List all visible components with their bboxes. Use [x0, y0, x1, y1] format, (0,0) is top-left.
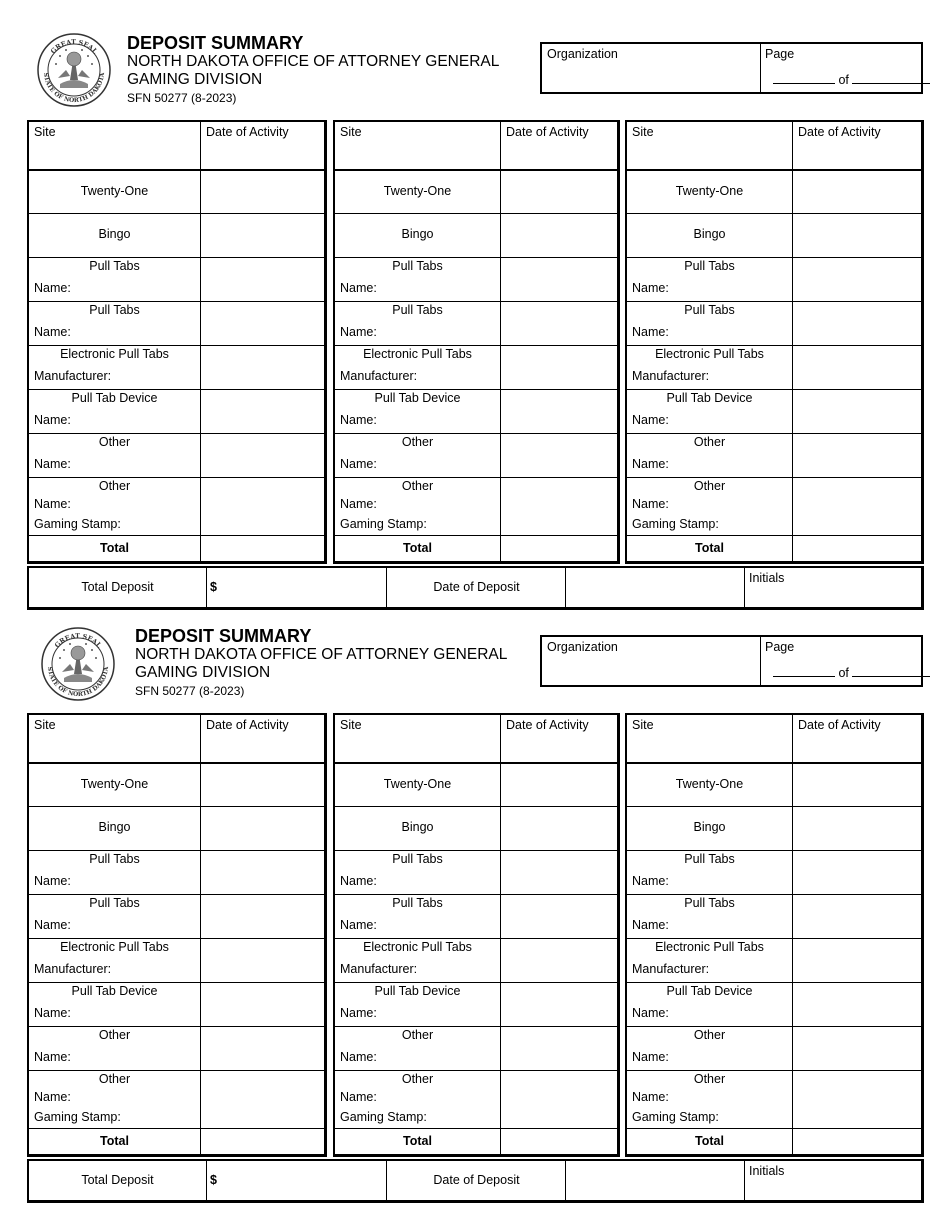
manufacturer-label: Manufacturer:: [632, 369, 710, 383]
site-label: Site: [632, 718, 654, 732]
svg-text:GREAT SEAL: GREAT SEAL: [53, 631, 104, 650]
other-label: Other: [401, 1072, 434, 1086]
manufacturer-label: Manufacturer:: [340, 369, 418, 383]
name-label: Name:: [632, 281, 669, 295]
deposit-summary-form-1: [0, 0, 950, 600]
total-deposit-label: Total Deposit: [81, 1173, 154, 1187]
other-row[interactable]: [29, 433, 324, 477]
site-column-2: [333, 713, 620, 1157]
other-label: Other: [98, 1072, 131, 1086]
total-label: Total: [403, 541, 432, 555]
name-label: Name:: [340, 874, 377, 888]
name-label: Name:: [34, 281, 71, 295]
pull-tabs-row[interactable]: [627, 894, 921, 938]
pull-tabs-label: Pull Tabs: [89, 259, 140, 273]
date-of-activity-label: Date of Activity: [798, 125, 881, 139]
page-of-text: of: [838, 666, 849, 680]
total-deposit-label: Total Deposit: [81, 580, 154, 594]
site-column-3: [625, 120, 924, 564]
other-gaming-stamp-row[interactable]: [627, 477, 921, 535]
date-of-deposit-label: Date of Deposit: [433, 580, 520, 594]
form-number: SFN 50277 (8-2023): [127, 91, 237, 105]
page-of-text: of: [838, 73, 849, 87]
gaming-stamp-label: Gaming Stamp:: [34, 1110, 121, 1124]
form-number: SFN 50277 (8-2023): [135, 684, 245, 698]
division-name: GAMING DIVISION: [127, 71, 263, 88]
electronic-pull-tabs-label: Electronic Pull Tabs: [655, 940, 764, 954]
page-label: Page: [765, 640, 795, 654]
total-label: Total: [100, 541, 129, 555]
site-header-row[interactable]: [335, 122, 617, 169]
pull-tabs-row[interactable]: [335, 301, 617, 345]
electronic-pull-tabs-label: Electronic Pull Tabs: [60, 940, 169, 954]
electronic-pull-tabs-row[interactable]: [627, 345, 921, 389]
pull-tabs-row[interactable]: [29, 894, 324, 938]
bingo-row[interactable]: [29, 213, 324, 257]
electronic-pull-tabs-label: Electronic Pull Tabs: [363, 347, 472, 361]
date-of-activity-label: Date of Activity: [206, 718, 289, 732]
name-label: Name:: [632, 1090, 669, 1104]
pull-tabs-label: Pull Tabs: [89, 303, 140, 317]
pull-tab-device-row[interactable]: [627, 982, 921, 1026]
form-title: DEPOSIT SUMMARY: [127, 33, 304, 53]
pull-tabs-label: Pull Tabs: [89, 896, 140, 910]
twenty-one-label: Twenty-One: [383, 184, 452, 198]
pull-tabs-row[interactable]: [335, 894, 617, 938]
electronic-pull-tabs-row[interactable]: [29, 938, 324, 982]
name-label: Name:: [34, 457, 71, 471]
initials-label: Initials: [749, 571, 785, 585]
site-header-row[interactable]: [29, 122, 324, 169]
twenty-one-label: Twenty-One: [383, 777, 452, 791]
svg-text:STATE OF NORTH DAKOTA: STATE OF NORTH DAKOTA: [45, 666, 111, 699]
other-label: Other: [693, 1072, 726, 1086]
agency-name: NORTH DAKOTA OFFICE OF ATTORNEY GENERAL: [135, 646, 508, 663]
name-label: Name:: [340, 281, 377, 295]
twenty-one-row[interactable]: [627, 169, 921, 213]
bingo-label: Bingo: [401, 227, 434, 241]
site-column-3: [625, 713, 924, 1157]
site-column-1: [27, 713, 327, 1157]
pull-tabs-label: Pull Tabs: [684, 303, 735, 317]
other-row[interactable]: [29, 1026, 324, 1070]
pull-tab-device-label: Pull Tab Device: [71, 984, 158, 998]
gaming-stamp-label: Gaming Stamp:: [632, 1110, 719, 1124]
twenty-one-label: Twenty-One: [80, 777, 149, 791]
name-label: Name:: [340, 413, 377, 427]
organization-label: Organization: [547, 47, 618, 61]
total-label: Total: [100, 1134, 129, 1148]
site-column-1: [27, 120, 327, 564]
total-row[interactable]: [29, 535, 324, 561]
site-label: Site: [340, 718, 362, 732]
name-label: Name:: [34, 874, 71, 888]
name-label: Name:: [34, 1090, 71, 1104]
other-label: Other: [693, 479, 726, 493]
great-seal-icon: [36, 32, 112, 108]
deposit-summary-form-2: [0, 593, 950, 1193]
total-row[interactable]: [335, 1128, 617, 1154]
other-label: Other: [401, 1028, 434, 1042]
name-label: Name:: [34, 413, 71, 427]
twenty-one-label: Twenty-One: [80, 184, 149, 198]
name-label: Name:: [34, 497, 71, 511]
date-of-deposit-field[interactable]: [565, 1161, 744, 1200]
bingo-label: Bingo: [693, 227, 726, 241]
pull-tabs-label: Pull Tabs: [684, 852, 735, 866]
bingo-row[interactable]: [335, 213, 617, 257]
electronic-pull-tabs-row[interactable]: [29, 345, 324, 389]
date-of-activity-label: Date of Activity: [206, 125, 289, 139]
page-of-line: [773, 665, 930, 680]
pull-tab-device-row[interactable]: [335, 982, 617, 1026]
total-label: Total: [695, 541, 724, 555]
site-header-row[interactable]: [335, 715, 617, 762]
bingo-label: Bingo: [98, 820, 131, 834]
site-column-2: [333, 120, 620, 564]
site-label: Site: [34, 718, 56, 732]
svg-text:STATE OF NORTH DAKOTA: STATE OF NORTH DAKOTA: [41, 72, 107, 105]
twenty-one-label: Twenty-One: [675, 777, 744, 791]
date-of-activity-label: Date of Activity: [798, 718, 881, 732]
other-gaming-stamp-row[interactable]: [29, 1070, 324, 1128]
pull-tab-device-row[interactable]: [29, 389, 324, 433]
page-of-line: [773, 72, 930, 87]
date-of-activity-label: Date of Activity: [506, 125, 589, 139]
other-row[interactable]: [335, 433, 617, 477]
total-row[interactable]: [627, 1128, 921, 1154]
page-label: Page: [765, 47, 795, 61]
name-label: Name:: [340, 1006, 377, 1020]
name-label: Name:: [340, 497, 377, 511]
other-label: Other: [98, 1028, 131, 1042]
bingo-label: Bingo: [401, 820, 434, 834]
name-label: Name:: [632, 1006, 669, 1020]
manufacturer-label: Manufacturer:: [632, 962, 710, 976]
total-row[interactable]: [29, 1128, 324, 1154]
electronic-pull-tabs-label: Electronic Pull Tabs: [655, 347, 764, 361]
name-label: Name:: [340, 457, 377, 471]
other-gaming-stamp-row[interactable]: [335, 477, 617, 535]
electronic-pull-tabs-label: Electronic Pull Tabs: [363, 940, 472, 954]
other-row[interactable]: [627, 1026, 921, 1070]
pull-tabs-label: Pull Tabs: [89, 852, 140, 866]
form-title: DEPOSIT SUMMARY: [135, 626, 312, 646]
date-of-deposit-label: Date of Deposit: [433, 1173, 520, 1187]
other-label: Other: [693, 435, 726, 449]
agency-name: NORTH DAKOTA OFFICE OF ATTORNEY GENERAL: [127, 53, 500, 70]
name-label: Name:: [340, 1090, 377, 1104]
other-row[interactable]: [627, 433, 921, 477]
name-label: Name:: [34, 325, 71, 339]
bingo-row[interactable]: [627, 806, 921, 850]
pull-tabs-row[interactable]: [627, 301, 921, 345]
pull-tabs-row[interactable]: [29, 257, 324, 301]
pull-tab-device-label: Pull Tab Device: [374, 984, 461, 998]
form-header: [135, 626, 507, 699]
electronic-pull-tabs-row[interactable]: [335, 938, 617, 982]
name-label: Name:: [632, 325, 669, 339]
pull-tab-device-row[interactable]: [335, 389, 617, 433]
name-label: Name:: [632, 413, 669, 427]
name-label: Name:: [632, 918, 669, 932]
bingo-label: Bingo: [98, 227, 131, 241]
organization-label: Organization: [547, 640, 618, 654]
pull-tabs-label: Pull Tabs: [392, 259, 443, 273]
gaming-stamp-label: Gaming Stamp:: [632, 517, 719, 531]
site-label: Site: [34, 125, 56, 139]
manufacturer-label: Manufacturer:: [34, 369, 112, 383]
total-row[interactable]: [335, 535, 617, 561]
pull-tabs-row[interactable]: [29, 301, 324, 345]
total-label: Total: [695, 1134, 724, 1148]
manufacturer-label: Manufacturer:: [340, 962, 418, 976]
total-row[interactable]: [627, 535, 921, 561]
site-label: Site: [632, 125, 654, 139]
electronic-pull-tabs-row[interactable]: [335, 345, 617, 389]
manufacturer-label: Manufacturer:: [34, 962, 112, 976]
total-deposit-field[interactable]: [206, 1161, 386, 1200]
name-label: Name:: [340, 325, 377, 339]
twenty-one-row[interactable]: [29, 762, 324, 806]
pull-tabs-label: Pull Tabs: [684, 896, 735, 910]
other-label: Other: [98, 435, 131, 449]
twenty-one-row[interactable]: [627, 762, 921, 806]
deposit-row: [27, 1159, 924, 1203]
organization-box[interactable]: [540, 42, 923, 94]
other-gaming-stamp-row[interactable]: [29, 477, 324, 535]
date-of-activity-label: Date of Activity: [506, 718, 589, 732]
initials-field[interactable]: [744, 1161, 921, 1200]
name-label: Name:: [340, 918, 377, 932]
other-gaming-stamp-row[interactable]: [335, 1070, 617, 1128]
gaming-stamp-label: Gaming Stamp:: [340, 517, 427, 531]
name-label: Name:: [34, 1006, 71, 1020]
electronic-pull-tabs-label: Electronic Pull Tabs: [60, 347, 169, 361]
date-of-deposit-label-cell: [386, 1161, 565, 1200]
organization-box[interactable]: [540, 635, 923, 687]
division-name: GAMING DIVISION: [135, 664, 271, 681]
electronic-pull-tabs-row[interactable]: [627, 938, 921, 982]
form-header: [127, 33, 499, 106]
pull-tab-device-row[interactable]: [627, 389, 921, 433]
pull-tabs-row[interactable]: [335, 850, 617, 894]
bingo-row[interactable]: [335, 806, 617, 850]
other-label: Other: [693, 1028, 726, 1042]
other-row[interactable]: [335, 1026, 617, 1070]
gaming-stamp-label: Gaming Stamp:: [340, 1110, 427, 1124]
pull-tab-device-row[interactable]: [29, 982, 324, 1026]
currency-symbol: $: [210, 580, 217, 594]
name-label: Name:: [632, 457, 669, 471]
page-field[interactable]: [760, 44, 923, 92]
pull-tabs-row[interactable]: [29, 850, 324, 894]
twenty-one-row[interactable]: [335, 762, 617, 806]
pull-tab-device-label: Pull Tab Device: [374, 391, 461, 405]
pull-tabs-row[interactable]: [627, 257, 921, 301]
bingo-label: Bingo: [693, 820, 726, 834]
pull-tabs-row[interactable]: [335, 257, 617, 301]
twenty-one-row[interactable]: [29, 169, 324, 213]
name-label: Name:: [632, 874, 669, 888]
twenty-one-row[interactable]: [335, 169, 617, 213]
bingo-row[interactable]: [627, 213, 921, 257]
other-gaming-stamp-row[interactable]: [627, 1070, 921, 1128]
site-header-row[interactable]: [627, 122, 921, 169]
other-label: Other: [401, 435, 434, 449]
site-label: Site: [340, 125, 362, 139]
site-header-row[interactable]: [627, 715, 921, 762]
pull-tabs-label: Pull Tabs: [392, 303, 443, 317]
bingo-row[interactable]: [29, 806, 324, 850]
svg-text:GREAT SEAL: GREAT SEAL: [49, 37, 100, 56]
other-label: Other: [401, 479, 434, 493]
currency-symbol: $: [210, 1173, 217, 1187]
great-seal-icon: [40, 626, 116, 702]
gaming-stamp-label: Gaming Stamp:: [34, 517, 121, 531]
pull-tab-device-label: Pull Tab Device: [666, 984, 753, 998]
pull-tab-device-label: Pull Tab Device: [666, 391, 753, 405]
pull-tabs-row[interactable]: [627, 850, 921, 894]
name-label: Name:: [34, 1050, 71, 1064]
pull-tabs-label: Pull Tabs: [392, 852, 443, 866]
total-label: Total: [403, 1134, 432, 1148]
pull-tab-device-label: Pull Tab Device: [71, 391, 158, 405]
site-header-row[interactable]: [29, 715, 324, 762]
initials-label: Initials: [749, 1164, 785, 1178]
name-label: Name:: [632, 1050, 669, 1064]
name-label: Name:: [340, 1050, 377, 1064]
twenty-one-label: Twenty-One: [675, 184, 744, 198]
page-field[interactable]: [760, 637, 923, 685]
name-label: Name:: [34, 918, 71, 932]
pull-tabs-label: Pull Tabs: [684, 259, 735, 273]
pull-tabs-label: Pull Tabs: [392, 896, 443, 910]
other-label: Other: [98, 479, 131, 493]
name-label: Name:: [632, 497, 669, 511]
